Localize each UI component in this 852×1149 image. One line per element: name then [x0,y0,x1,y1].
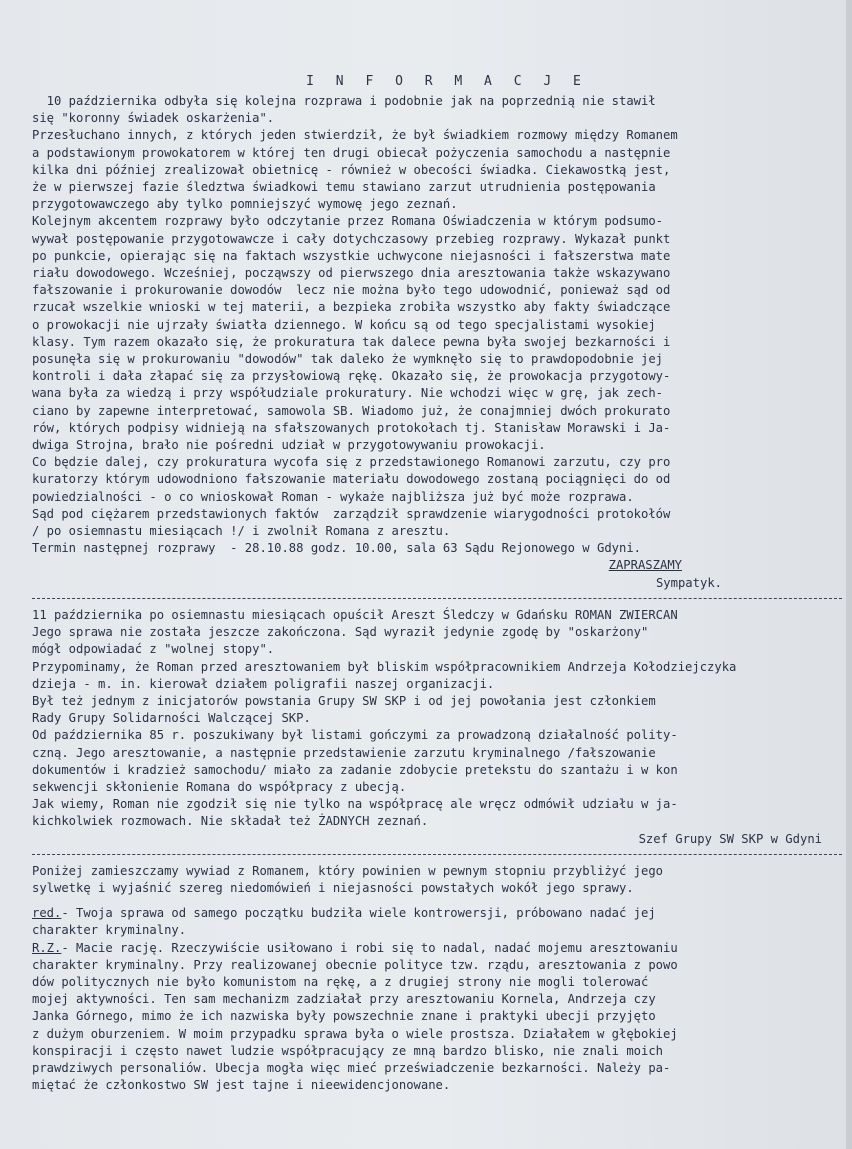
answer-1-body [32,957,842,1095]
question-1-line-1: red.- Twoja sprawa od samego początku budziła wiele kontrowersji, próbowano nadać jej [32,906,656,921]
text-line: Od października 85 r. poszukiwany był listami gończymi za prowadzoną działalność polity- [32,728,678,743]
text-line: / po osiemnastu miesiącach !/ i zwolnił Romana z aresztu. [32,524,451,539]
text-line: charakter kryminalny. Przy realizowanej obecnie polityce tzw. rządu, aresztowania z powo [32,957,678,972]
text-line: Rady Grupy Solidarności Walczącej SKP. [32,711,311,726]
text-line: miętać że członkostwo SW jest tajne i nieewidencjonowane. [32,1078,451,1093]
text-line: dwiga Strojna, brało nie pośredni udział w przygotowywaniu prowokacji. [32,438,546,453]
signature-sympatyk: Sympatyk. [655,575,722,590]
text-line: ciano by zapewne interpretować, samowola SB. Wiadomo już, że conajmniej dwóch prokurato [32,403,671,418]
text-line: konspiracji i często nawet ludzie współpracujący ze mną bardzo blisko, nie znali moich [32,1043,664,1058]
text-line: Termin następnej rozprawy - 28.10.88 godz. 10.00, sala 63 Sądu Rejonowego w Gdyni. [32,541,642,556]
text-line: kichkolwiek rozmowach. Nie składał też ŻADNYCH zeznań. [32,814,429,829]
text-line: kilka dni później zrealizował obietnicę - również w obecości świadka. Ciekawostką jest, [32,162,671,177]
text-line: dzieja - m. in. kierował działem poligrafii naszej organizacji. [32,676,495,691]
interview-intro-line-2: sylwetkę i wyjaśnić szereg niedomówień i niejasności powstałych wokół jego sprawy. [32,880,634,895]
text-line: 10 października odbyła się kolejna rozprawa i podobnie jak na poprzednią nie stawił [32,94,656,108]
text-line: prawdziwych personaliów. Ubecja mogła więc mieć przeświadczenie bezkarności. Należy pa- [32,1060,671,1075]
separator-1 [32,598,842,599]
text-line: Co będzie dalej, czy prokuratura wycofa się z przedstawionego Romanowi zarzutu, czy pro [32,455,671,470]
text-line: rzucał wszelkie wnioski w tej materii, a bezpieka zrobiła wszystko aby fakty świadczące [32,300,671,315]
text-line: Sąd pod ciężarem przedstawionych faktów zarządził sprawdzenie wiarygodności protokołów [32,506,671,521]
text-line: po punkcie, opierając się na faktach wszystkie uchwycone niejasności i fałszerstwa mate [32,248,671,263]
question-1-line-2: charakter kryminalny. [32,923,187,938]
text-line: klasy. Tym razem okazało się, że prokuratura tak dalece pewna była swojej bezkarności i [32,334,671,349]
text-line: Jego sprawa nie została jeszcze zakończona. Sąd wyraził jedynie zgodę by "oskarżony" [32,625,649,640]
section-court-hearing [32,93,842,557]
text-line: mógł odpowiadać z "wolnej stopy". [32,642,275,657]
invitation-text: ZAPRASZAMY [608,558,682,573]
section-interview [32,863,842,1095]
text-line: że w pierwszej fazie śledztwa świadkowi temu stawiano zarzut utrudnienia postępowania [32,180,656,195]
question-label: red. [32,906,62,921]
separator-2 [32,854,842,855]
text-line: kontroli i dała złapać się za przysłowiową rękę. Okazało się, że prowokacja przygotowy- [32,369,671,384]
text-line: kuratorzy którym udowodniono fałszowanie materiału dowodowego zostaną pociągnięci do od [32,472,671,487]
text-line: Kolejnym akcentem rozprawy było odczytanie przez Romana Oświadczenia w którym podsumo- [32,214,664,229]
text-line: rów, których podpisy widnieją na sfałszowanych protokołach tj. Stanisław Morawski i Ja- [32,420,671,435]
text-line: wana była za wiedzą i przy współudziale prokuratury. Nie wchodzi więc w grę, jak zech- [32,386,664,401]
text-line: czną. Jego aresztowanie, a następnie przedstawienie zarzutu kryminalnego /fałszowanie [32,745,656,760]
answer-1-line-1: R.Z.- Macie rację. Rzeczywiście usiłowano i robi się to nadal, nadać mojemu aresztowaniu [32,940,678,955]
text-line: Był też jednym z inicjatorów powstania Grupy SW SKP i od jej powołania jest członkiem [32,693,656,708]
text-line: a podstawionym prowokatorem w której ten drugi obiecał pożyczenia samochodu a następnie [32,145,671,160]
text-line: Przypominamy, że Roman przed aresztowaniem był bliskim współpracownikiem Andrzeja Kołodziejczyka [32,659,737,674]
text-line: sekwencji skłonienie Romana do współpracy z ubecją. [32,779,407,794]
text-line: Jak wiemy, Roman nie zgodził się nie tylko na współpracę ale wręcz odmówił udziału w ja- [32,797,678,812]
text-line: z dużym oburzeniem. W moim przypadku sprawa była o wiele prostsza. Działałem w głębokiej [32,1026,678,1041]
text-line: wywał postępowanie przygotowawcze i cały dotychczasowy przebieg rozprawy. Wykazał punkt [32,231,671,246]
text-line: się "koronny świadek oskarżenia". [32,111,275,126]
text-line: 11 października po osiemnastu miesiącach opuścił Areszt Śledczy w Gdańsku ROMAN ZWIERCAN [32,607,678,622]
page-edge [846,0,852,1149]
text-line: fałszowanie i prokurowanie dowodów lecz nie można było tego udowodnić, ponieważ sąd od [32,283,671,298]
interview-intro-line-1: Poniżej zamieszczamy wywiad z Romanem, który powinien w pewnym stopniu przybliżyć jego [32,863,664,878]
text-line: dokumentów i kradzież samochodu/ miało za zadanie zdobycie pretekstu do szantażu i w kon [32,762,678,777]
signature-group-chief: Szef Grupy SW SKP w Gdyni [638,831,822,846]
text-line: mojej aktywności. Ten sam mechanizm zadziałał przy aresztowaniu Kornela, Andrzeja czy [32,992,656,1007]
text-line: przygotowawczego aby tylko pomniejszyć wymowę jego zeznań. [32,197,458,212]
text-line: o prowokacji nie ujrzały światła dziennego. W końcu są od tego specjalistami wysokiej [32,317,656,332]
text-line: Przesłuchano innych, z których jeden stwierdził, że był świadkiem rozmowy między Romanem [32,128,678,143]
section-release [32,607,842,831]
text-line: powiedzialności - o co wnioskował Roman - wykaże najbliższa już być może rozprawa. [32,489,634,504]
answer-label: R.Z. [32,940,62,955]
text-line: Janka Górnego, mimo że ich nazwiska były powszechnie znane i praktyki ubecji przyjęto [32,1009,656,1024]
text-line: posunęła się w prokurowaniu "dowodów" tak daleko że wymknęło się to prawdopodobnie jej [32,352,664,367]
document-title: I N F O R M A C J E [306,74,588,89]
text-line: riału dowodowego. Wcześniej, począwszy od pierwszego dnia aresztowania także wskazywano [32,266,671,281]
text-line: dów politycznych nie było komunistom na rękę, a z drugiej strony nie mogli tolerować [32,974,649,989]
